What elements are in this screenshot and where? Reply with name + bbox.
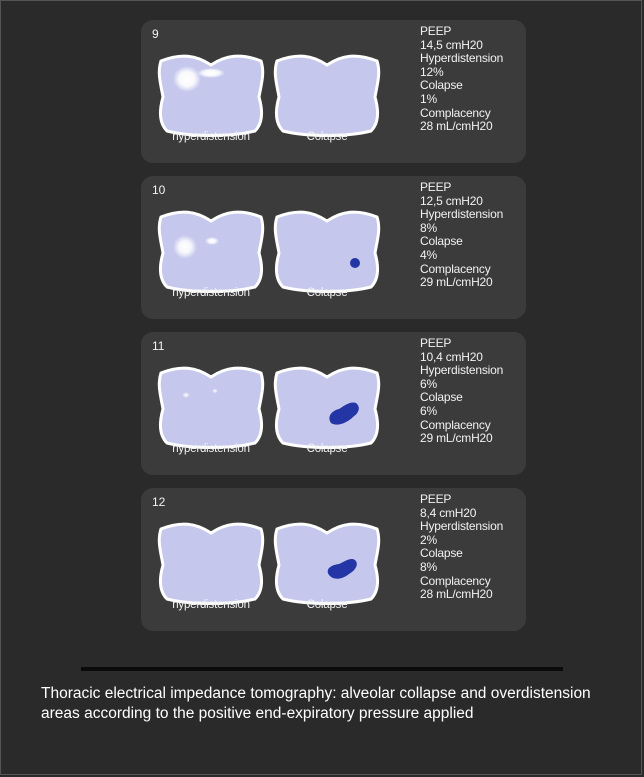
collapse-label: Colapse (420, 546, 463, 561)
eit-panel-10 (141, 176, 526, 319)
compliance-value: 29 mL/cmH20 (420, 275, 493, 290)
eit-panel-12 (141, 488, 526, 631)
hyperdistension-area (197, 68, 225, 78)
lung-left-hyper (159, 368, 262, 447)
peep-value: 12,5 cmH20 (420, 193, 483, 208)
lung-images (151, 513, 391, 608)
lung-caption-hyper: hyperdistension (172, 287, 250, 299)
compliance-label: Complacency (420, 573, 491, 588)
collapse-value: 6% (420, 403, 437, 418)
lung-left-hyper (159, 56, 262, 135)
hyperdistension-area (205, 237, 219, 245)
peep-value: 10,4 cmH20 (420, 349, 483, 364)
peep-value: 8,4 cmH20 (420, 505, 477, 520)
eit-panel-9 (141, 20, 526, 163)
panel-stats (420, 337, 503, 446)
peep-label: PEEP (420, 24, 452, 38)
hyper-value: 6% (420, 376, 437, 391)
hyperdistension-area (182, 392, 190, 398)
peep-label: PEEP (420, 492, 452, 506)
collapse-value: 4% (420, 247, 437, 262)
peep-label: PEEP (420, 336, 452, 350)
lung-left-hyper (159, 524, 262, 603)
compliance-value: 29 mL/cmH20 (420, 431, 493, 446)
panel-stats (420, 493, 503, 602)
lung-caption-collapse: Colapse (306, 287, 348, 299)
lung-caption-hyper: hyperdistension (172, 131, 250, 143)
collapse-label: Colapse (420, 234, 463, 249)
hyper-value: 12% (420, 64, 444, 79)
lung-right-collapse (275, 524, 378, 603)
panel-number: 9 (152, 27, 159, 41)
lung-images (151, 201, 391, 296)
lung-caption-collapse: Colapse (306, 443, 348, 455)
hyper-label: Hyperdistension (420, 363, 504, 378)
panel-stats (420, 25, 503, 134)
hyper-label: Hyperdistension (420, 519, 504, 534)
lung-right-collapse (275, 212, 378, 291)
hyperdistension-area (173, 66, 201, 92)
eit-panel-11 (141, 332, 526, 475)
hyperdistension-area (173, 235, 197, 259)
hyper-label: Hyperdistension (420, 207, 504, 222)
collapse-label: Colapse (420, 390, 463, 405)
compliance-label: Complacency (420, 261, 491, 276)
lung-images (151, 45, 391, 140)
compliance-label: Complacency (420, 105, 491, 120)
collapse-value: 1% (420, 91, 437, 106)
lung-caption-hyper: hyperdistension (172, 443, 250, 455)
panel-number: 11 (152, 339, 165, 353)
hyperdistension-area (212, 389, 218, 394)
hyper-value: 2% (420, 532, 437, 547)
peep-value: 14,5 cmH20 (420, 37, 483, 52)
collapse-label: Colapse (420, 78, 463, 93)
panel-number: 10 (152, 183, 166, 197)
panel-stats (420, 181, 503, 290)
compliance-value: 28 mL/cmH20 (420, 587, 493, 602)
hyper-value: 8% (420, 220, 437, 235)
lung-right-collapse (275, 368, 378, 447)
compliance-label: Complacency (420, 417, 491, 432)
collapse-area (350, 258, 360, 268)
panel-number: 12 (152, 495, 166, 509)
lung-caption-collapse: Colapse (306, 131, 348, 143)
hyper-label: Hyperdistension (420, 51, 504, 66)
lung-caption-hyper: hyperdistension (172, 599, 250, 611)
lung-images (151, 357, 391, 452)
lung-caption-collapse: Colapse (306, 599, 348, 611)
compliance-value: 28 mL/cmH20 (420, 119, 493, 134)
figure-caption: Thoracic electrical impedance tomography: alveolar collapse and overdistension areas according to the positive end-expiratory pressure applied (41, 685, 591, 722)
collapse-value: 8% (420, 559, 437, 574)
divider (81, 667, 563, 671)
lung-right-collapse (275, 56, 378, 135)
peep-label: PEEP (420, 180, 452, 194)
